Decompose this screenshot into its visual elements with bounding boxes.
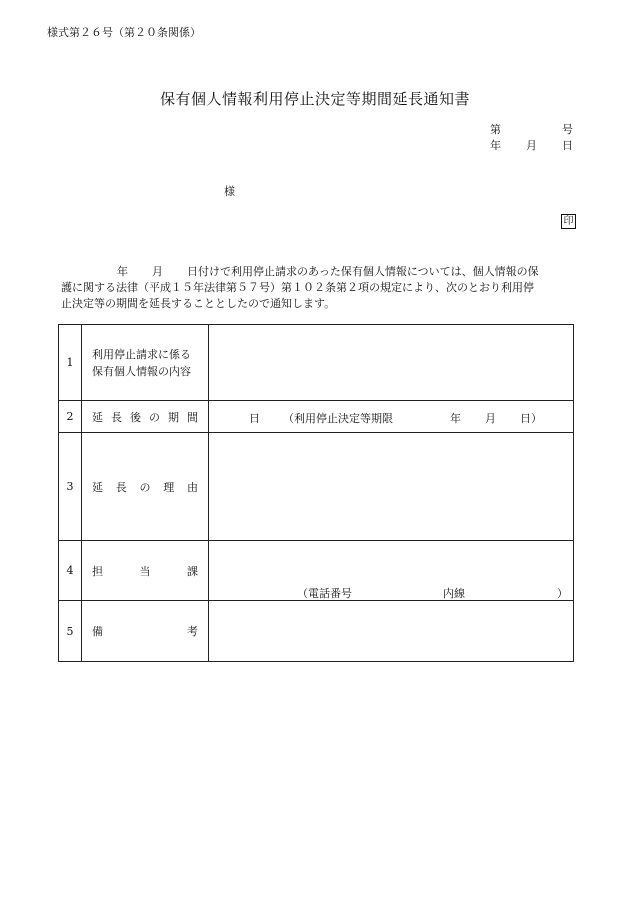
label-char: の bbox=[149, 410, 160, 424]
row-label-content bbox=[82, 325, 209, 401]
label-char: 由 bbox=[187, 480, 198, 494]
notice-body bbox=[61, 264, 573, 312]
document-title: 保有個人情報利用停止決定等期間延長通知書 bbox=[159, 90, 470, 108]
label-char: 考 bbox=[187, 625, 198, 638]
row-number: 3 bbox=[59, 433, 82, 541]
label-char: 長 bbox=[111, 410, 122, 424]
extended-period-field[interactable] bbox=[209, 401, 574, 433]
addressee-suffix: 様 bbox=[224, 185, 235, 198]
form-number: 様式第２６号（第２０条関係） bbox=[47, 26, 201, 39]
phone-label: （電話番号 bbox=[297, 587, 352, 600]
table-row bbox=[59, 433, 574, 541]
label-char: 延 bbox=[92, 480, 103, 494]
label-char: 期 bbox=[168, 410, 179, 424]
seal-mark: 印 bbox=[561, 214, 576, 229]
extension-label: 内線 bbox=[443, 587, 465, 600]
label-char: 間 bbox=[187, 410, 198, 424]
table-row bbox=[59, 601, 574, 662]
reason-field[interactable] bbox=[209, 433, 574, 541]
deadline-day: 日） bbox=[520, 412, 542, 425]
label-char: 延 bbox=[92, 410, 103, 424]
deadline-label: （利用停止決定等期限 bbox=[283, 412, 393, 425]
row-number: 4 bbox=[59, 541, 82, 601]
label-char: 後 bbox=[130, 410, 141, 424]
row-label-extended-period bbox=[82, 401, 209, 433]
row-label-reason bbox=[82, 433, 209, 541]
label-char: 担 bbox=[92, 564, 103, 578]
label-char: 備 bbox=[92, 625, 103, 638]
body-line-2: 護に関する法律（平成１５年法律第５７号）第１０２条第２項の規定により、次のとおり利用停 bbox=[61, 281, 534, 294]
row-label-line: 保有個人情報の内容 bbox=[92, 364, 191, 378]
row-number: 1 bbox=[59, 325, 82, 401]
row-number: 5 bbox=[59, 601, 82, 662]
deadline-month: 月 bbox=[485, 412, 496, 425]
label-char: 課 bbox=[187, 564, 198, 578]
close-paren: ） bbox=[557, 587, 568, 600]
ref-dai: 第 bbox=[490, 123, 501, 136]
body-month: 月 bbox=[152, 265, 163, 278]
ref-day: 日 bbox=[562, 139, 573, 152]
notice-table bbox=[58, 324, 574, 662]
row-label-remarks bbox=[82, 601, 209, 662]
remarks-field[interactable] bbox=[209, 601, 574, 662]
body-line-1 bbox=[61, 264, 573, 280]
deadline-year: 年 bbox=[450, 412, 461, 425]
label-char: の bbox=[139, 480, 151, 494]
body-year: 年 bbox=[117, 265, 128, 278]
ref-gou: 号 bbox=[562, 123, 573, 136]
ref-year: 年 bbox=[490, 139, 501, 152]
label-char: 当 bbox=[139, 564, 151, 578]
label-char: 理 bbox=[163, 480, 175, 494]
table-row bbox=[59, 401, 574, 433]
table-row bbox=[59, 541, 574, 601]
row-number: 2 bbox=[59, 401, 82, 433]
row-label-line: 利用停止請求に係る bbox=[92, 347, 191, 361]
ref-month: 月 bbox=[526, 139, 537, 152]
period-day: 日 bbox=[249, 412, 260, 425]
body-line-1-text: 日付けで利用停止請求のあった保有個人情報については、個人情報の保 bbox=[187, 265, 539, 278]
body-line-3: 止決定等の期間を延長することとしたので通知します。 bbox=[61, 297, 336, 310]
label-char: 長 bbox=[115, 480, 127, 494]
content-field[interactable] bbox=[209, 325, 574, 401]
table-row bbox=[59, 325, 574, 401]
department-field[interactable] bbox=[209, 541, 574, 601]
row-label-department bbox=[82, 541, 209, 601]
